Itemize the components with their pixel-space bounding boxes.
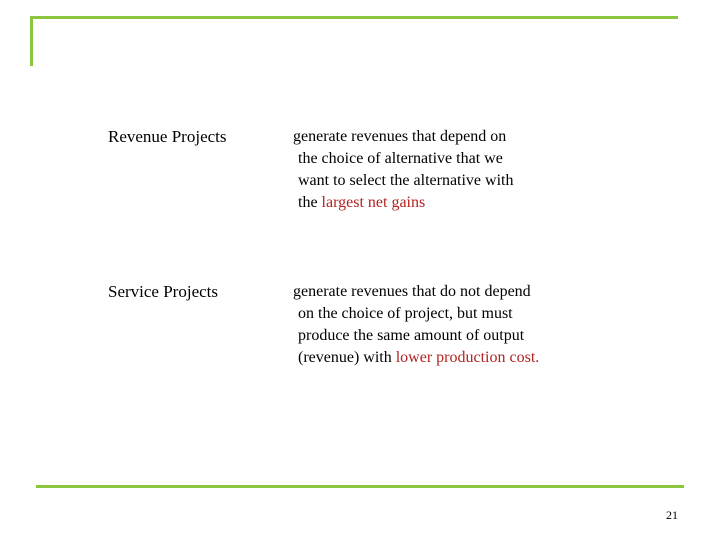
- definition-line: generate revenues that depend on: [293, 128, 507, 145]
- definition-line: [293, 347, 539, 369]
- top-accent-rule: [30, 16, 678, 19]
- definition-line: generate revenues that do not depend: [293, 283, 531, 300]
- definition-line: want to select the alternative with: [298, 172, 514, 189]
- definition-line-prefix: the: [298, 194, 322, 211]
- lower-production-cost-highlight: lower production cost.: [395, 349, 540, 366]
- definition-line: on the choice of project, but must: [298, 305, 513, 322]
- largest-net-gains-highlight: largest net gains: [321, 194, 426, 211]
- service-projects-term: Service Projects: [108, 282, 218, 301]
- definition-line-prefix: (revenue) with: [298, 349, 396, 366]
- bottom-accent-rule: [36, 485, 684, 488]
- service-projects-definition: [293, 281, 539, 369]
- definition-line: produce the same amount of output: [298, 327, 525, 344]
- definition-line: [293, 192, 513, 214]
- page-number: 21: [666, 508, 678, 522]
- revenue-projects-definition: [293, 126, 513, 214]
- revenue-projects-term: Revenue Projects: [108, 127, 227, 146]
- definition-line: the choice of alternative that we: [298, 150, 503, 167]
- left-accent-rule: [30, 16, 33, 66]
